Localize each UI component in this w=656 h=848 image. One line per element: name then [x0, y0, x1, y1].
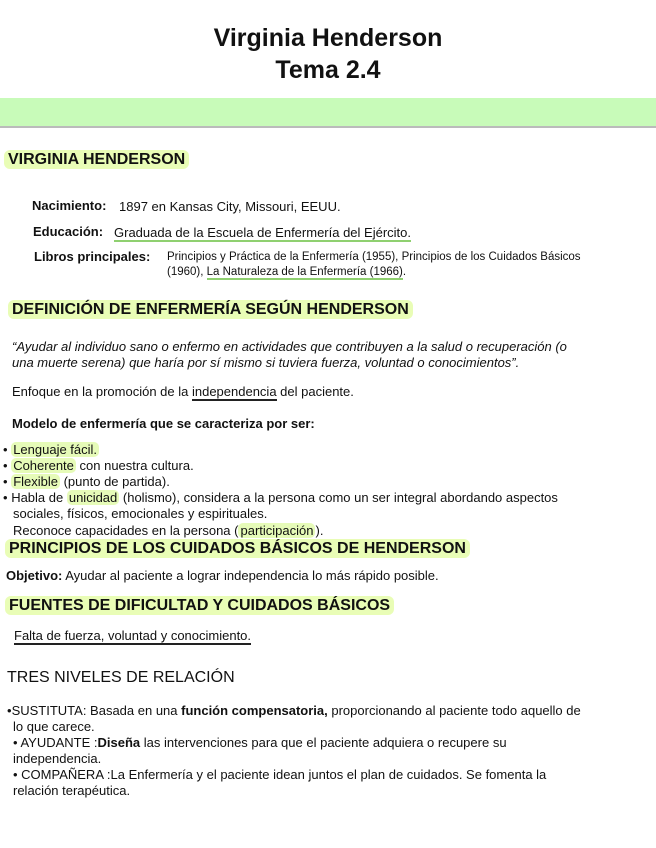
enfoque-text: Enfoque en la promoción de la independencia del paciente.	[12, 384, 354, 399]
educacion-label: Educación:	[33, 224, 104, 239]
list-item-continuation: independencia.	[13, 751, 102, 766]
modelo-text: Modelo de enfermería que se caracteriza por ser:	[12, 416, 315, 431]
section-heading-niveles: TRES NIVELES DE RELACIÓN	[7, 669, 235, 686]
list-item-continuation: sociales, físicos, emocionales y espirituales.	[13, 506, 268, 521]
list-item: •SUSTITUTA: Basada en una función compensatoria, proporcionando al paciente todo aquello de	[7, 703, 581, 718]
libros-line2: (1960), La Naturaleza de la Enfermería (1966).	[167, 266, 407, 278]
educacion-value: Graduada de la Escuela de Enfermería del Ejército.	[114, 225, 412, 240]
list-item-continuation: lo que carece.	[13, 719, 95, 734]
nacimiento-label: Nacimiento:	[32, 198, 107, 213]
list-item: Reconoce capacidades en la persona ( participación ).	[13, 523, 324, 538]
list-item: • Flexible (punto de partida).	[3, 474, 170, 489]
libros-label: Libros principales:	[34, 249, 151, 264]
section-heading-virginia: VIRGINIA HENDERSON	[4, 151, 189, 169]
section-heading-definicion: DEFINICIÓN DE ENFERMERÍA SEGÚN HENDERSON	[8, 301, 413, 319]
quote-line1: “Ayudar al individuo sano o enfermo en actividades que contribuyen a la salud o recuperación (o	[12, 339, 567, 354]
list-item: • Lenguaje fácil.	[3, 442, 98, 457]
section-heading-principios: PRINCIPIOS DE LOS CUIDADOS BÁSICOS DE HENDERSON	[5, 540, 470, 558]
list-item: • AYUDANTE :Diseña las intervenciones para que el paciente adquiera o recupere su	[13, 735, 507, 750]
list-item: • Coherente con nuestra cultura.	[3, 458, 194, 473]
green-band	[0, 98, 656, 128]
nacimiento-value: 1897 en Kansas City, Missouri, EEUU.	[119, 199, 341, 214]
section-heading-fuentes: FUENTES DE DIFICULTAD Y CUIDADOS BÁSICOS	[5, 597, 394, 615]
libros-line1: Principios y Práctica de la Enfermería (1955), Principios de los Cuidados Básicos	[167, 251, 581, 263]
list-item-continuation: relación terapéutica.	[13, 783, 131, 798]
objetivo-text: Objetivo: Ayudar al paciente a lograr independencia lo más rápido posible.	[6, 568, 439, 583]
list-item: • COMPAÑERA :La Enfermería y el paciente idean juntos el plan de cuidados. Se fomenta la	[13, 767, 547, 782]
page-title: Virginia Henderson	[213, 24, 443, 52]
list-item: • Habla de unicidad (holismo), considera a la persona como un ser integral abordando aspectos	[3, 490, 558, 505]
page-subtitle: Tema 2.4	[275, 56, 381, 84]
quote-line2: una muerte serena) que haría por sí mismo si tuviera fuerza, voluntad o conocimientos”.	[12, 355, 520, 370]
falta-text: Falta de fuerza, voluntad y conocimiento.	[14, 628, 252, 643]
